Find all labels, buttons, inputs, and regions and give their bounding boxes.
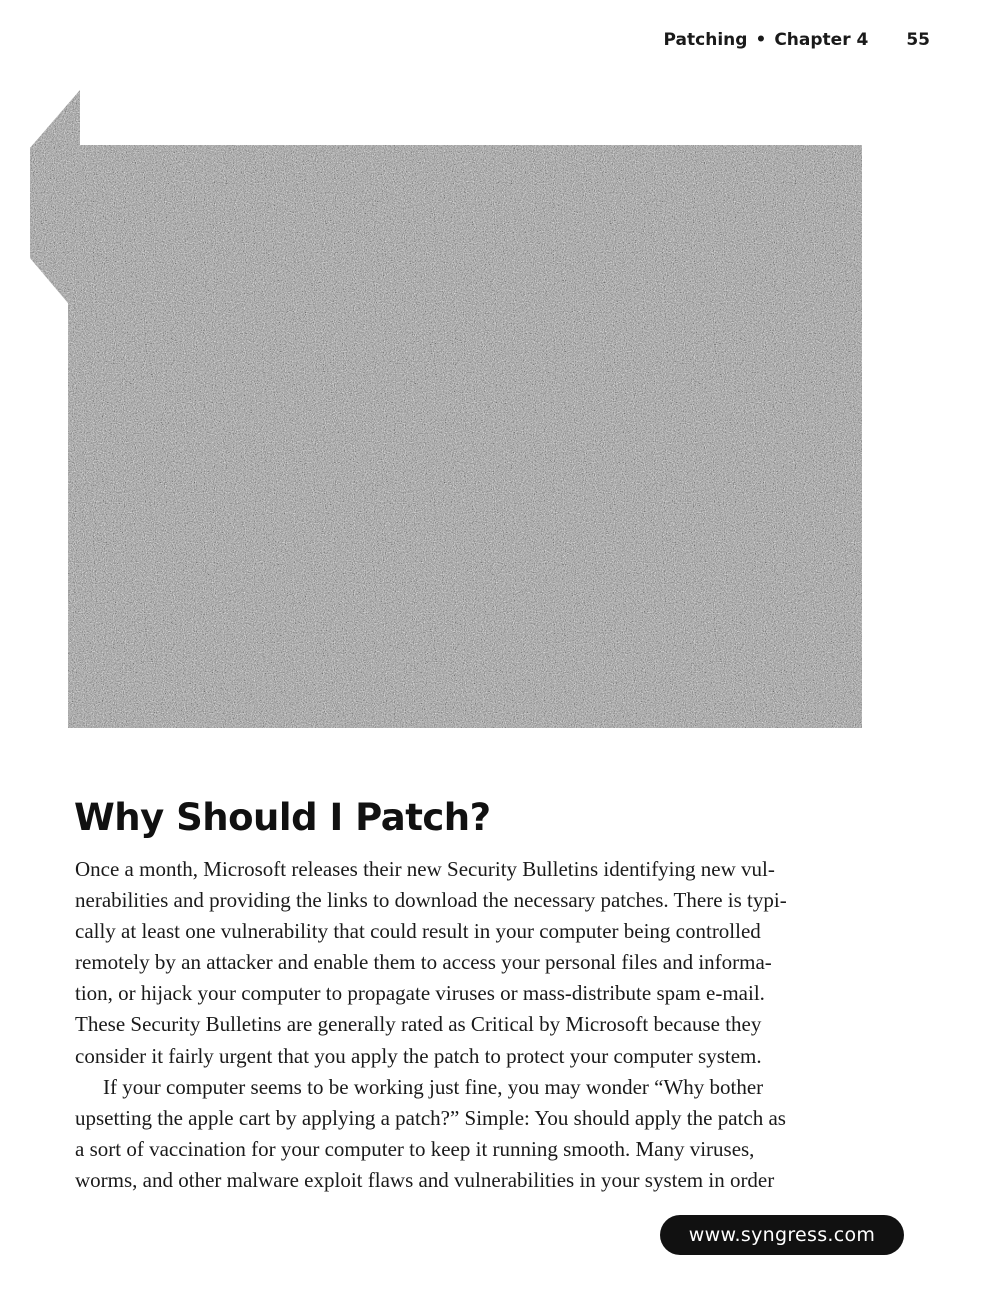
figure-grain-shape [30, 90, 862, 728]
halftone-figure [30, 88, 862, 728]
section-title: Why Should I Patch? [74, 796, 491, 839]
halftone-figure-graphic [30, 88, 862, 728]
running-head [664, 30, 930, 50]
body-line: These Security Bulletins are generally rated as Critical by Microsoft because they [75, 1012, 762, 1037]
body-line: a sort of vaccination for your computer to keep it running smooth. Many viruses, [75, 1136, 755, 1161]
body-line: consider it fairly urgent that you apply the patch to protect your computer system. [75, 1043, 762, 1068]
body-line: Once a month, Microsoft releases their new Security Bulletins identifying new vul- [75, 857, 775, 881]
running-head-section: Patching [663, 30, 748, 50]
running-head-bullet: • [755, 30, 767, 50]
running-head-chapter: Chapter 4 [774, 30, 869, 50]
body-line: tion, or hijack your computer to propagate viruses or mass-distribute spam e-mail. [75, 981, 765, 1006]
body-line: cally at least one vulnerability that could result in your computer being controlled [75, 919, 761, 944]
page-number: 55 [906, 30, 930, 50]
body-line: nerabilities and providing the links to download the necessary patches. There is typi- [75, 888, 787, 913]
body-line: upsetting the apple cart by applying a patch?” Simple: You should apply the patch as [75, 1105, 786, 1130]
body-line: worms, and other malware exploit flaws and vulnerabilities in your system in order [75, 1167, 775, 1192]
website-url-badge: www.syngress.com [660, 1215, 904, 1255]
body-line: remotely by an attacker and enable them to access your personal files and informa- [75, 950, 772, 975]
body-text [75, 854, 875, 1196]
body-line: If your computer seems to be working just fine, you may wonder “Why bother [103, 1074, 764, 1099]
